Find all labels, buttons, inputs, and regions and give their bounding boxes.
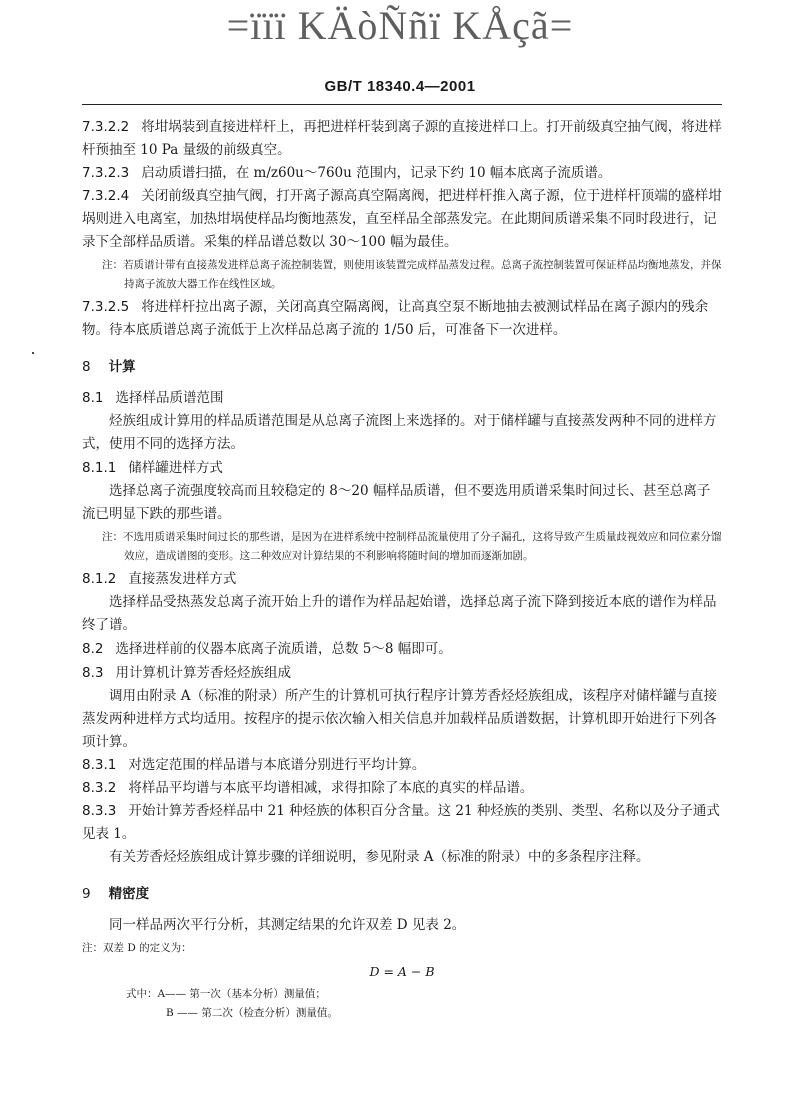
clause-7-3-2-3 — [82, 162, 722, 185]
section-title: 储样罐进样方式 — [128, 460, 223, 476]
clause-8-3-2 — [82, 777, 722, 800]
section-title: 精密度 — [108, 886, 150, 902]
standard-number-header: GB/T 18340.4—2001 — [324, 78, 476, 95]
clause-8-3-1 — [82, 754, 722, 777]
paragraph-8-1: 烃族组成计算用的样品质谱范围是从总离子流图上来选择的。对于储样罐与直接蒸发两种不同的进样方式，使用不同的选择方法。 — [82, 413, 717, 452]
clause-text: 启动质谱扫描，在 m/z60u～760u 范围内，记录下约 10 幅本底离子流质谱。 — [141, 165, 612, 181]
clause-text: 选择进样前的仪器本底离子流质谱，总数 5～8 幅即可。 — [115, 641, 452, 657]
note-spectrum-selection — [82, 528, 722, 566]
clause-number: 8.3.1 — [82, 757, 117, 773]
section-8-1-2-heading — [82, 568, 722, 591]
paragraph-9: 同一样品两次平行分析，其测定结果的允许双差 D 见表 2。 — [109, 917, 466, 933]
paragraph-8-3-notes: 有关芳香烃烃族组成计算步骤的详细说明，参见附录 A（标准的附录）中的多条程序注释。 — [109, 849, 650, 865]
section-title: 计算 — [108, 359, 136, 375]
section-8-1-1-heading — [82, 457, 722, 480]
clause-number: 7.3.2.5 — [82, 299, 130, 315]
section-number: 8.3 — [82, 665, 104, 681]
clause-number: 7.3.2.4 — [82, 188, 130, 204]
clause-7-3-2-2 — [82, 116, 722, 162]
note-text: 双差 D 的定义为： — [103, 942, 192, 954]
section-title: 直接蒸发进样方式 — [128, 571, 237, 587]
header-rule — [82, 104, 722, 105]
section-8-1-heading — [82, 387, 722, 410]
clause-number: 8.3.2 — [82, 780, 117, 796]
clause-number: 8.2 — [82, 641, 104, 657]
note-double-difference — [82, 939, 722, 958]
paragraph-8-3: 调用由附录 A（标准的附录）所产生的计算机可执行程序计算芳香烃烃族组成，该程序对储样罐与直接蒸发两种进样方式均适用。按程序的提示依次输入相关信息并加载样品质谱数据，计算机即开始进行下列各项计算。 — [82, 688, 718, 750]
clause-text: 将样品平均谱与本底平均谱相减，求得扣除了本底的真实的样品谱。 — [128, 780, 534, 796]
paragraph-8-1-1: 选择总离子流强度较高而且较稳定的 8～20 幅样品质谱，但不要选用质谱采集时间过长、甚至总离子流已明显下跌的那些谱。 — [82, 483, 711, 522]
note-text: 若质谱计带有直接蒸发进样总离子流控制装置，则使用该装置完成样品蒸发过程。总离子流控制装置可保证样品均衡地蒸发，并保持离子流放大器工作在线性区域。 — [123, 259, 722, 290]
section-8-heading — [82, 356, 722, 379]
definition-a: 式中：A—— 第一次（基本分析）测量值； — [126, 988, 326, 1000]
section-title: 用计算机计算芳香烃烃族组成 — [115, 665, 291, 681]
note-total-ion-control — [82, 256, 722, 294]
section-number: 9 — [82, 886, 91, 902]
formula-double-difference: D = A − B — [369, 964, 435, 979]
body-text — [82, 116, 722, 1023]
clause-8-3-3 — [82, 800, 722, 846]
clause-7-3-2-5 — [82, 296, 722, 342]
clause-number: 7.3.2.3 — [82, 165, 130, 181]
clause-text: 将坩埚装到直接进样杆上，再把进样杆装到离子源的直接进样口上。打开前级真空抽气阀，将进样杆预抽至 10 Pa 量级的前级真空。 — [82, 119, 722, 158]
page-banner: =ïïï KÄòÑñï KÅçã= — [226, 3, 574, 48]
clause-8-2 — [82, 638, 722, 661]
clause-7-3-2-4 — [82, 185, 722, 254]
clause-number: 7.3.2.2 — [82, 119, 130, 135]
section-number: 8.1 — [82, 390, 104, 406]
note-label: 注： — [102, 531, 123, 543]
clause-number: 8.3.3 — [82, 803, 117, 819]
note-label: 注： — [82, 942, 103, 954]
clause-text: 开始计算芳香烃样品中 21 种烃族的体积百分含量。这 21 种烃族的类别、类型、名称以及分子通式见表 1。 — [82, 803, 720, 842]
paragraph-8-1-2: 选择样品受热蒸发总离子流开始上升的谱作为样品起始谱，选择总离子流下降到接近本底的谱作为样品终了谱。 — [82, 594, 717, 633]
note-label: 注： — [102, 259, 123, 271]
section-number: 8 — [82, 359, 91, 375]
definition-b: B —— 第二次（检查分析）测量值。 — [166, 1007, 338, 1019]
section-title: 选择样品质谱范围 — [115, 390, 224, 406]
clause-text: 对选定范围的样品谱与本底谱分别进行平均计算。 — [128, 757, 426, 773]
clause-text: 关闭前级真空抽气阀，打开离子源高真空隔离阀，把进样杆推入离子源，位于进样杆顶端的盛样坩埚则进入电离室，加热坩埚使样品均衡地蒸发，直至样品全部蒸发完。在此期间质谱采集不同时段进行，记录下全部样品质谱。采集的样品谱总数以 30～100 幅为最佳。 — [82, 188, 722, 250]
section-number: 8.1.1 — [82, 460, 117, 476]
section-8-3-heading — [82, 662, 722, 685]
section-9-heading — [82, 883, 722, 906]
section-number: 8.1.2 — [82, 571, 117, 587]
margin-mark — [32, 352, 34, 354]
clause-text: 将进样杆拉出离子源，关闭高真空隔离阀，让高真空泵不断地抽去被测试样品在离子源内的残余物。待本底质谱总离子流低于上次样品总离子流的 1/50 后，可准备下一次进样。 — [82, 299, 709, 338]
note-text: 不选用质谱采集时间过长的那些谱，是因为在进样系统中控制样品流量使用了分子漏孔，这将导致产生质量歧视效应和同位素分馏效应，造成谱图的变形。这二种效应对计算结果的不利影响将随时间的增加而逐渐加剧。 — [123, 531, 722, 562]
